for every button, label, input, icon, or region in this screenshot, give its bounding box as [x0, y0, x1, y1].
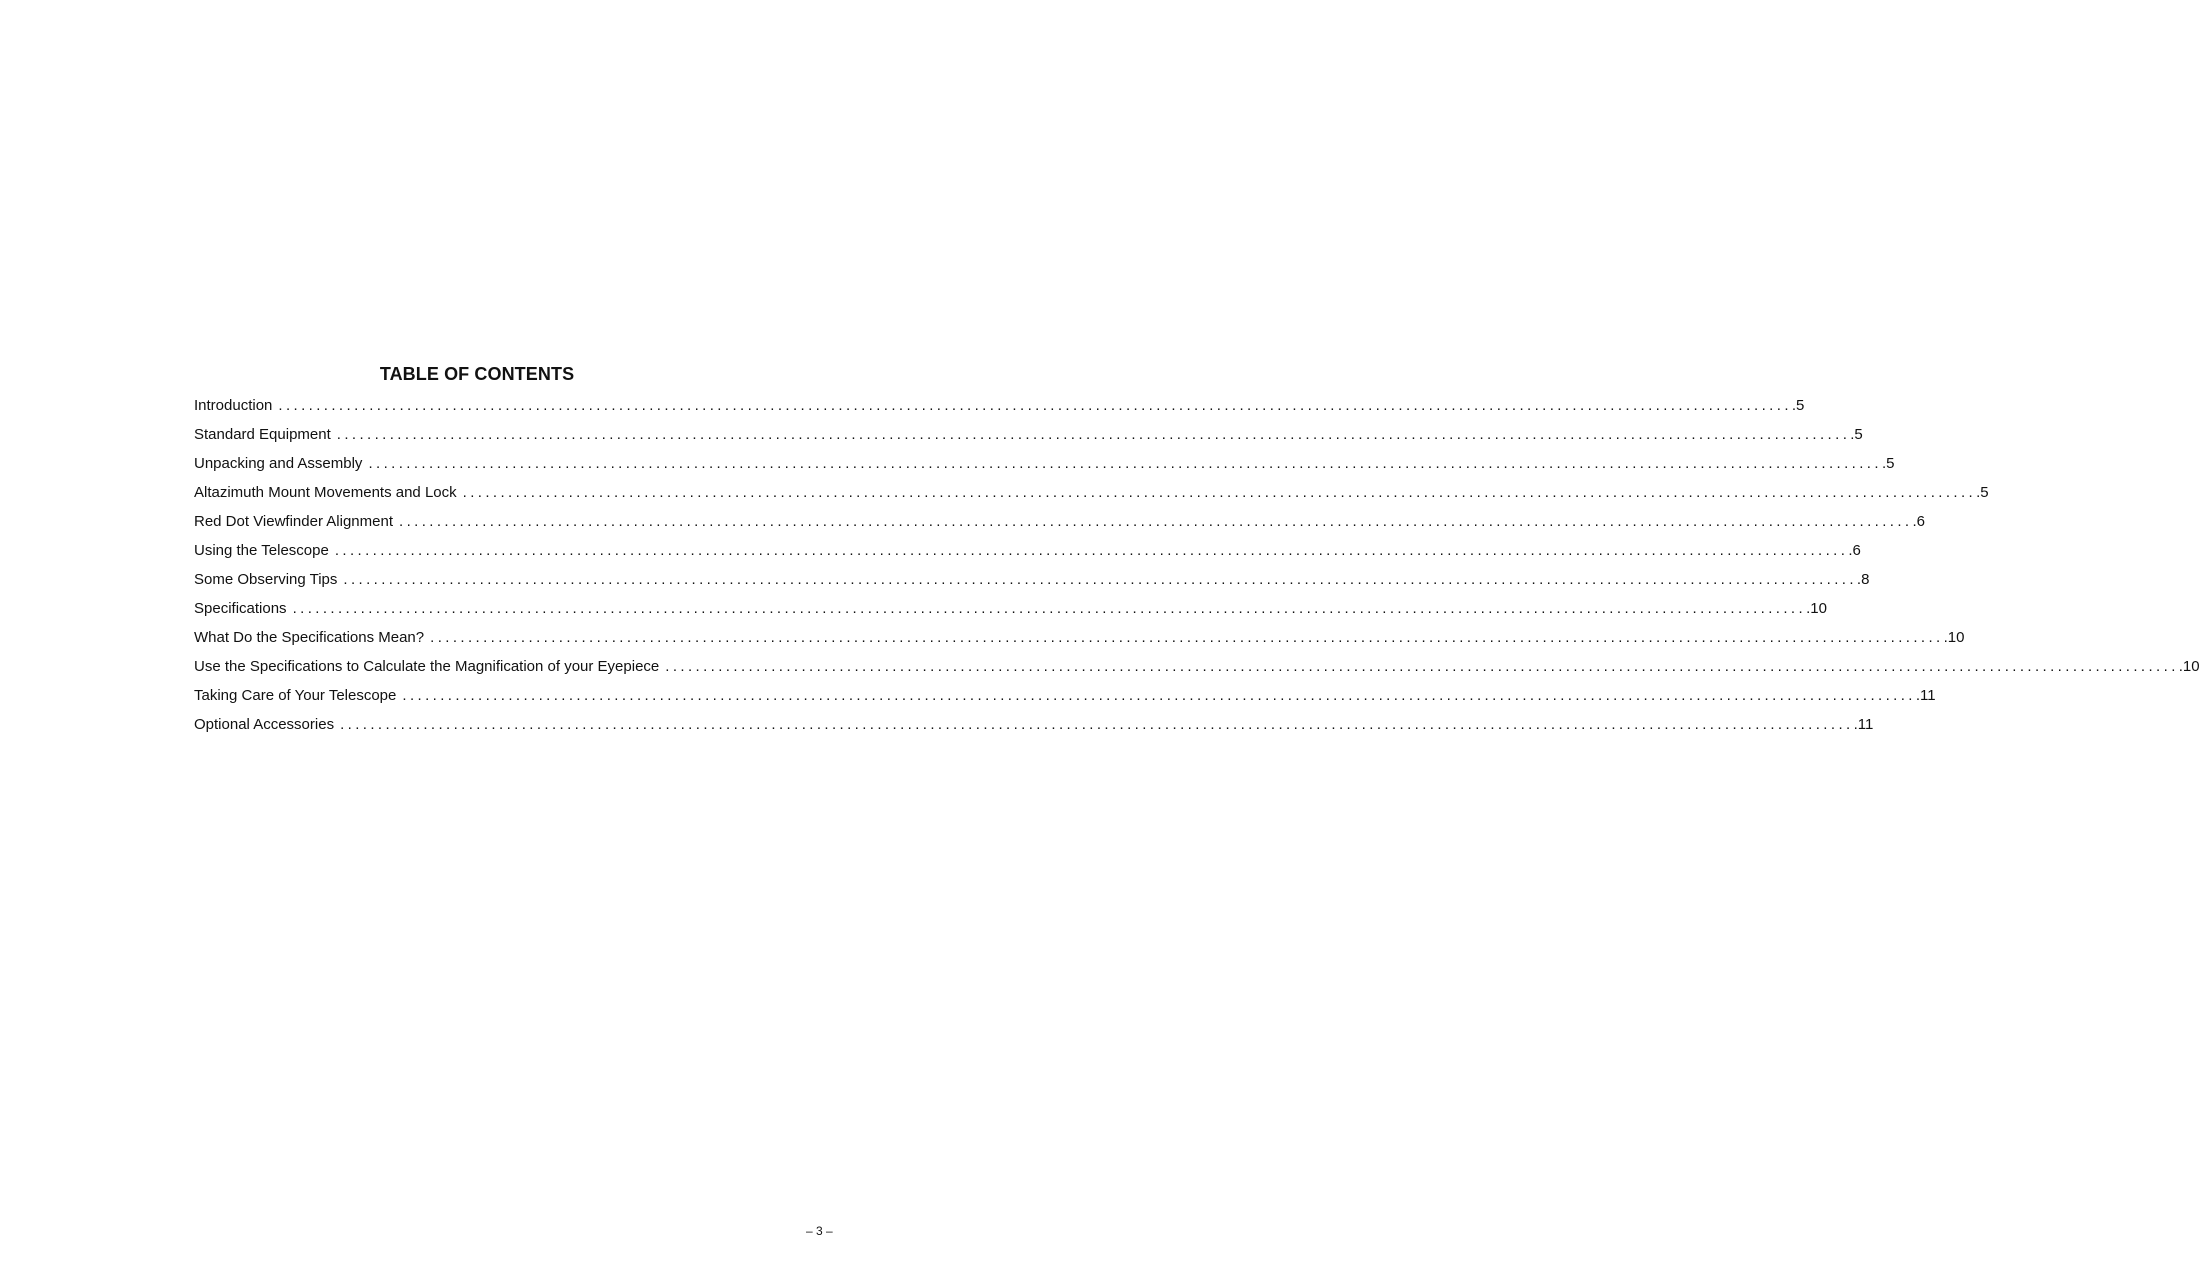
- toc-entry: [194, 397, 1805, 426]
- toc-entry-page: .5: [1850, 426, 1863, 443]
- toc-entry-page: .10: [1806, 600, 1827, 617]
- toc-entry: [194, 571, 1870, 600]
- toc-entry-page: .11: [1853, 716, 1874, 733]
- toc-entry-leader: ........................................................................................................................................................................................................: [399, 513, 1913, 530]
- toc-entry-leader: ........................................................................................................................................................................................................: [430, 629, 1944, 646]
- toc-entry: [194, 658, 2200, 687]
- toc-entry-leader: ........................................................................................................................................................................................................: [292, 600, 1807, 617]
- toc-entry: [194, 542, 1861, 571]
- toc-entry-leader: ........................................................................................................................................................................................................: [368, 455, 1882, 472]
- toc-entry-leader: ........................................................................................................................................................................................................: [402, 687, 1916, 704]
- toc-entry-label: What Do the Specifications Mean?: [194, 629, 425, 646]
- page-title: TABLE OF CONTENTS: [379, 364, 575, 384]
- toc-entry-page: .5: [1881, 455, 1895, 472]
- toc-entry-leader: ........................................................................................................................................................................................................: [462, 484, 1977, 501]
- toc-entry-label: Taking Care of Your Telescope: [194, 687, 397, 704]
- toc-entry-label: Optional Accessories: [194, 716, 335, 733]
- toc-entry: [194, 629, 1965, 658]
- toc-entry-leader: ........................................................................................................................................................................................................: [343, 571, 1857, 588]
- toc-entry: [194, 716, 1874, 745]
- toc-entry: [194, 426, 1863, 455]
- toc-entry-label: Use the Specifications to Calculate the Magnification of your Eyepiece: [194, 658, 660, 675]
- toc-entry-page: .10: [1943, 629, 1965, 646]
- toc-entry: [194, 484, 1989, 513]
- toc-entry-page: .8: [1856, 571, 1870, 588]
- toc-entry-label: Introduction: [194, 397, 273, 414]
- toc-entry-page: .5: [1791, 397, 1805, 414]
- toc-entry: [194, 600, 1827, 629]
- toc-entry-label: Some Observing Tips: [194, 571, 338, 588]
- page-number: – 3 –: [806, 1224, 833, 1238]
- toc-entry-label: Altazimuth Mount Movements and Lock: [194, 484, 457, 501]
- toc-entry-page: .6: [1848, 542, 1861, 559]
- toc-entry-leader: ........................................................................................................................................................................................................: [334, 542, 1849, 559]
- toc-entry: [194, 455, 1895, 484]
- toc-entry: [194, 513, 1926, 542]
- toc-entry-label: Specifications: [194, 600, 287, 617]
- toc-entry-label: Standard Equipment: [194, 426, 331, 443]
- toc-list: [194, 397, 2200, 745]
- toc-entry-page: .6: [1912, 513, 1926, 530]
- toc-entry-page: .10: [2178, 658, 2200, 675]
- toc-entry-page: .11: [1915, 687, 1936, 704]
- toc-entry-label: Red Dot Viewfinder Alignment: [194, 513, 393, 530]
- toc-entry-leader: ........................................................................................................................................................................................................: [665, 658, 2179, 675]
- toc-entry-label: Using the Telescope: [194, 542, 329, 559]
- toc-entry-leader: ........................................................................................................................................................................................................: [340, 716, 1854, 733]
- toc-entry: [194, 687, 1936, 716]
- toc-entry-label: Unpacking and Assembly: [194, 455, 363, 472]
- toc-entry-page: .5: [1976, 484, 1989, 501]
- toc-entry-leader: ........................................................................................................................................................................................................: [278, 397, 1792, 414]
- toc-entry-leader: ........................................................................................................................................................................................................: [336, 426, 1851, 443]
